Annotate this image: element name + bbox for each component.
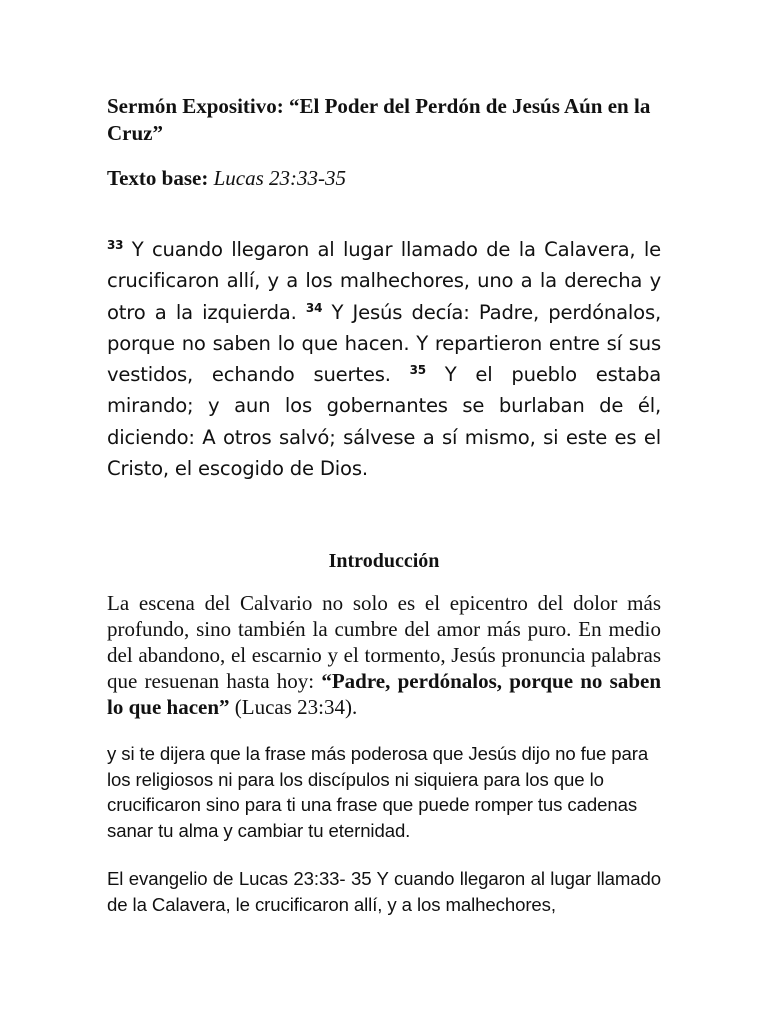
sermon-title: Sermón Expositivo: “El Poder del Perdón de Jesús Aún en la Cruz”	[107, 94, 651, 145]
base-text-line	[107, 165, 661, 191]
introduction-lead-text: La escena del Calvario no solo es el epicentro del dolor más profundo, sino también la cumbre del amor más puro. En medio del abandono, el escarnio y el tormento, Jesús pronuncia palabras que resuenan hasta hoy:	[107, 591, 661, 693]
verse-number-35: 35	[409, 363, 426, 378]
verse-33-text: Y cuando llegaron al lugar llamado de la Calavera, le crucificaron allí, y a los malhechores, uno a la derecha y otro a la izquierda.	[107, 238, 661, 324]
base-text-reference: Lucas 23:33-35	[213, 166, 346, 190]
base-text-label: Texto base:	[107, 166, 209, 190]
body-paragraph-2: y si te dijera que la frase más poderosa que Jesús dijo no fue para los religiosos ni para los discípulos ni siquiera para los que lo crucificaron sino para ti una frase que puede romper tus cadenas sanar tu alma y cambiar tu eternidad.	[107, 743, 649, 841]
verse-34-text: Y Jesús decía: Padre, perdónalos, porque no saben lo que hacen. Y repartieron entre sí sus vestidos, echando suertes.	[107, 300, 661, 387]
scripture-passage	[107, 234, 661, 484]
verse-number-34: 34	[305, 300, 323, 315]
introduction-paragraph	[107, 590, 661, 720]
verse-35-text: Y el pueblo estaba mirando; y aun los gobernantes se burlaban de él, diciendo: A otros salvó; sálvese a sí mismo, si este es el Cristo, el escogido de Dios.	[107, 363, 661, 481]
introduction-quote: “Padre, perdónalos, porque no saben lo que hacen”	[107, 669, 661, 719]
body-paragraph-3: El evangelio de Lucas 23:33- 35 Y cuando llegaron al lugar llamado de la Calavera, le crucificaron allí, y a los malhechores,	[107, 868, 661, 915]
introduction-citation: (Lucas 23:34).	[234, 695, 358, 719]
introduction-heading: Introducción	[328, 550, 440, 572]
verse-number-33: 33	[107, 238, 124, 252]
